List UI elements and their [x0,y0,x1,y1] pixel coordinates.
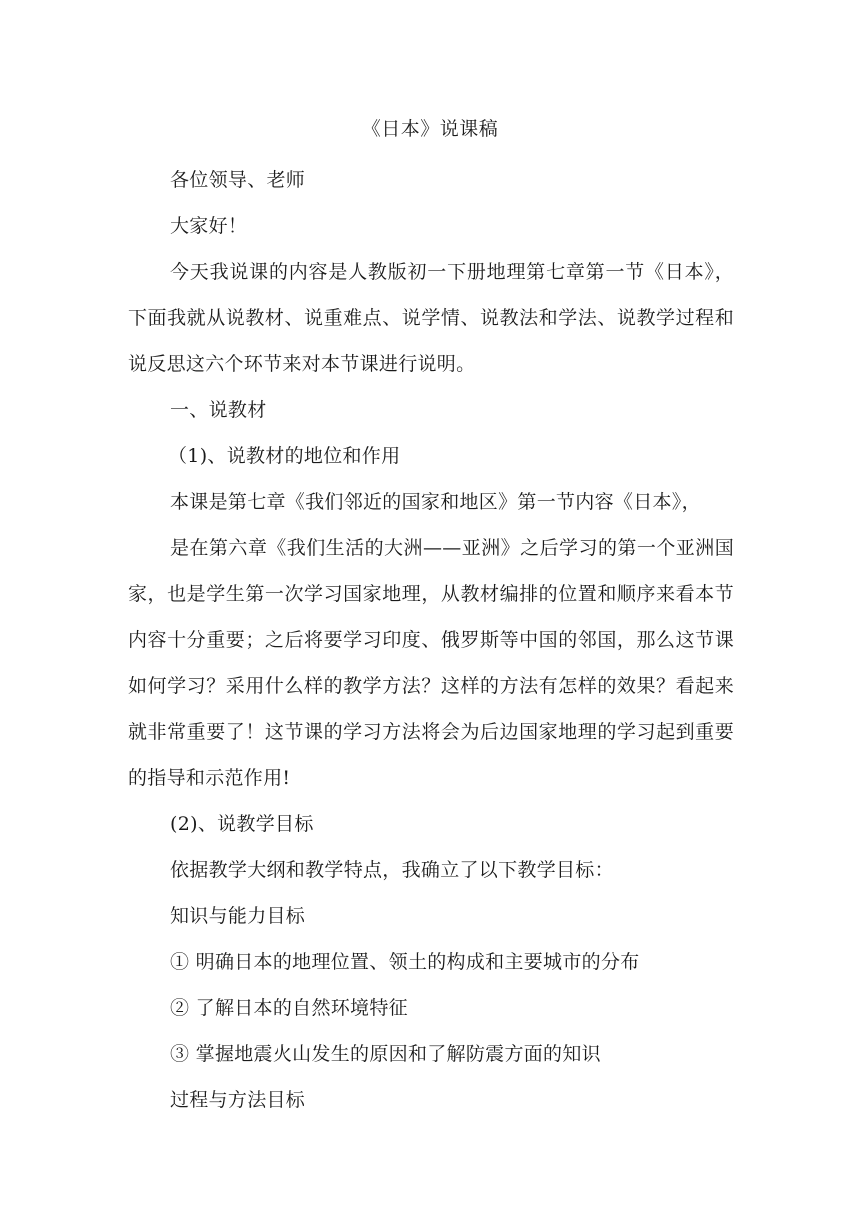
subsection-heading-objectives: (2)、说教学目标 [170,813,314,835]
paragraph-lesson-chapter: 本课是第七章《我们邻近的国家和地区》第一节内容《日本》， [170,491,701,513]
subsection-heading-position: （1)、说教材的地位和作用 [168,445,401,467]
document-body [128,157,734,1123]
paragraph-objectives-intro: 依据教学大纲和教学特点，我确立了以下教学目标： [170,859,614,881]
document-title: 《日本》说课稿 [361,118,499,140]
section-heading-textbook: 一、说教材 [170,399,267,421]
heading-knowledge-goals: 知识与能力目标 [170,905,306,927]
goal-item-2: ② 了解日本的自然环境特征 [170,997,408,1019]
heading-process-goals: 过程与方法目标 [170,1089,306,1111]
goal-item-3: ③ 掌握地震火山发生的原因和了解防震方面的知识 [170,1043,601,1065]
paragraph-introduction: 今天我说课的内容是人教版初一下册地理第七章第一节《日本》，下面我就从说教材、说重难点、说学情、说教法和学法、说教学过程和说反思这六个环节来对本节课进行说明。 [128,261,734,375]
paragraph-hello: 大家好！ [170,215,248,237]
paragraph-greeting: 各位领导、老师 [170,169,306,191]
goal-item-1: ① 明确日本的地理位置、领土的构成和主要城市的分布 [170,951,640,973]
paragraph-lesson-importance: 是在第六章《我们生活的大洲——亚洲》之后学习的第一个亚洲国家，也是学生第一次学习国家地理，从教材编排的位置和顺序来看本节内容十分重要；之后将要学习印度、俄罗斯等中国的邻国，那么这节课如何学习？采用什么样的教学方法？这样的方法有怎样的效果？看起来就非常重要了！这节课的学习方法将会为后边国家地理的学习起到重要的指导和示范作用! [128,537,734,789]
